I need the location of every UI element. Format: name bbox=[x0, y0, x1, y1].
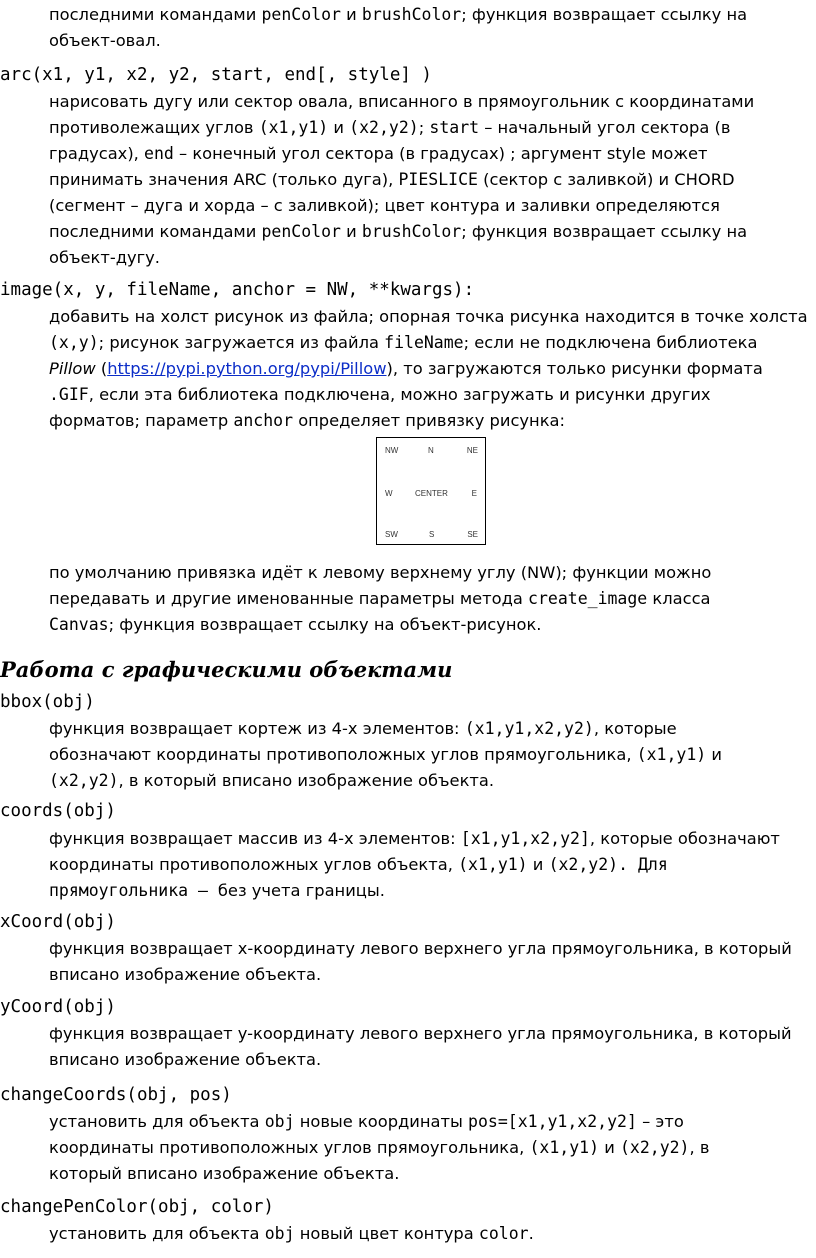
text-line: объект-овал. bbox=[49, 31, 161, 50]
text-line: по умолчанию привязка идёт к левому верхнему углу (NW); функции можно bbox=[49, 563, 712, 582]
text-line: установить для объекта obj новый цвет контура color. bbox=[49, 1224, 534, 1243]
text-line: передавать и другие именованные параметры метода create_image класса bbox=[49, 589, 711, 608]
text-line: который вписано изображение объекта. bbox=[49, 1164, 400, 1183]
anchor-se: SE bbox=[467, 530, 478, 539]
text-line: Canvas; функция возвращает ссылку на объект-рисунок. bbox=[49, 615, 542, 634]
anchor-e: E bbox=[471, 489, 477, 498]
text-line: градусах), end – конечный угол сектора (в градусах) ; аргумент style может bbox=[49, 144, 708, 163]
text-line: форматов; параметр anchor определяет привязку рисунка: bbox=[49, 411, 565, 430]
pillow-link[interactable]: https://pypi.python.org/pypi/Pillow bbox=[107, 359, 387, 378]
text-line: нарисовать дугу или сектор овала, вписанного в прямоугольник с координатами bbox=[49, 92, 755, 111]
anchor-nw: NW bbox=[385, 446, 399, 455]
text-line: прямоугольника – без учета границы. bbox=[49, 881, 385, 900]
text-line: противолежащих углов (x1,y1) и (x2,y2); start – начальный угол сектора (в bbox=[49, 118, 731, 137]
anchor-n: N bbox=[428, 446, 434, 455]
text-line: вписано изображение объекта. bbox=[49, 965, 322, 984]
text-line: (x2,y2), в который вписано изображение объекта. bbox=[49, 771, 495, 790]
function-signature-image: image(x, y, fileName, anchor = NW, **kwargs): bbox=[0, 280, 475, 300]
text-line: функция возвращает массив из 4-х элементов: [x1,y1,x2,y2], которые обозначают bbox=[49, 829, 780, 848]
text-line: координаты противоположных углов прямоугольника, (x1,y1) и (x2,y2), в bbox=[49, 1138, 710, 1157]
function-signature-bbox: bbox(obj) bbox=[0, 692, 95, 712]
text-line: последними командами penColor и brushColor; функция возвращает ссылку на bbox=[49, 222, 748, 241]
section-heading: Работа с графическими объектами bbox=[0, 657, 453, 682]
text-line: объект-дугу. bbox=[49, 248, 160, 267]
anchor-center: CENTER bbox=[415, 489, 448, 498]
text-line: добавить на холст рисунок из файла; опорная точка рисунка находится в точке холста bbox=[49, 307, 808, 326]
anchor-diagram bbox=[376, 437, 486, 545]
function-signature-changecoords: changeCoords(obj, pos) bbox=[0, 1085, 232, 1105]
anchor-ne: NE bbox=[466, 446, 478, 455]
function-signature-xcoord: xCoord(obj) bbox=[0, 912, 116, 932]
text-line: обозначают координаты противоположных углов прямоугольника, (x1,y1) и bbox=[49, 745, 722, 764]
anchor-s: S bbox=[429, 530, 435, 539]
text-line: Pillow (https://pypi.python.org/pypi/Pillow), то загружаются только рисунки формата bbox=[49, 359, 763, 378]
anchor-sw: SW bbox=[385, 530, 398, 539]
function-signature-coords: coords(obj) bbox=[0, 801, 116, 821]
text-line: функция возвращает y-координату левого верхнего угла прямоугольника, в который bbox=[49, 1024, 792, 1043]
text-line: установить для объекта obj новые координаты pos=[x1,y1,x2,y2] – это bbox=[49, 1112, 684, 1131]
function-signature-ycoord: yCoord(obj) bbox=[0, 997, 116, 1017]
text-line: вписано изображение объекта. bbox=[49, 1050, 322, 1069]
text-line: принимать значения ARC (только дуга), PIESLICE (сектор с заливкой) и CHORD bbox=[49, 170, 735, 189]
text-line: функция возвращает x-координату левого верхнего угла прямоугольника, в который bbox=[49, 939, 792, 958]
text-line: функция возвращает кортеж из 4-х элементов: (x1,y1,x2,y2), которые bbox=[49, 719, 677, 738]
text-line: (сегмент – дуга и хорда – с заливкой); цвет контура и заливки определяются bbox=[49, 196, 720, 215]
text-line: координаты противоположных углов объекта, (x1,y1) и (x2,y2). Для bbox=[49, 855, 668, 874]
text-line: .GIF, если эта библиотека подключена, можно загружать и рисунки других bbox=[49, 385, 711, 404]
text-line: последними командами penColor и brushColor; функция возвращает ссылку на bbox=[49, 5, 748, 24]
anchor-w: W bbox=[385, 489, 393, 498]
function-signature-arc: arc(x1, y1, x2, y2, start, end[, style] ) bbox=[0, 65, 432, 85]
text-line: (x,y); рисунок загружается из файла fileName; если не подключена библиотека bbox=[49, 333, 758, 352]
function-signature-changepencolor: changePenColor(obj, color) bbox=[0, 1197, 274, 1217]
